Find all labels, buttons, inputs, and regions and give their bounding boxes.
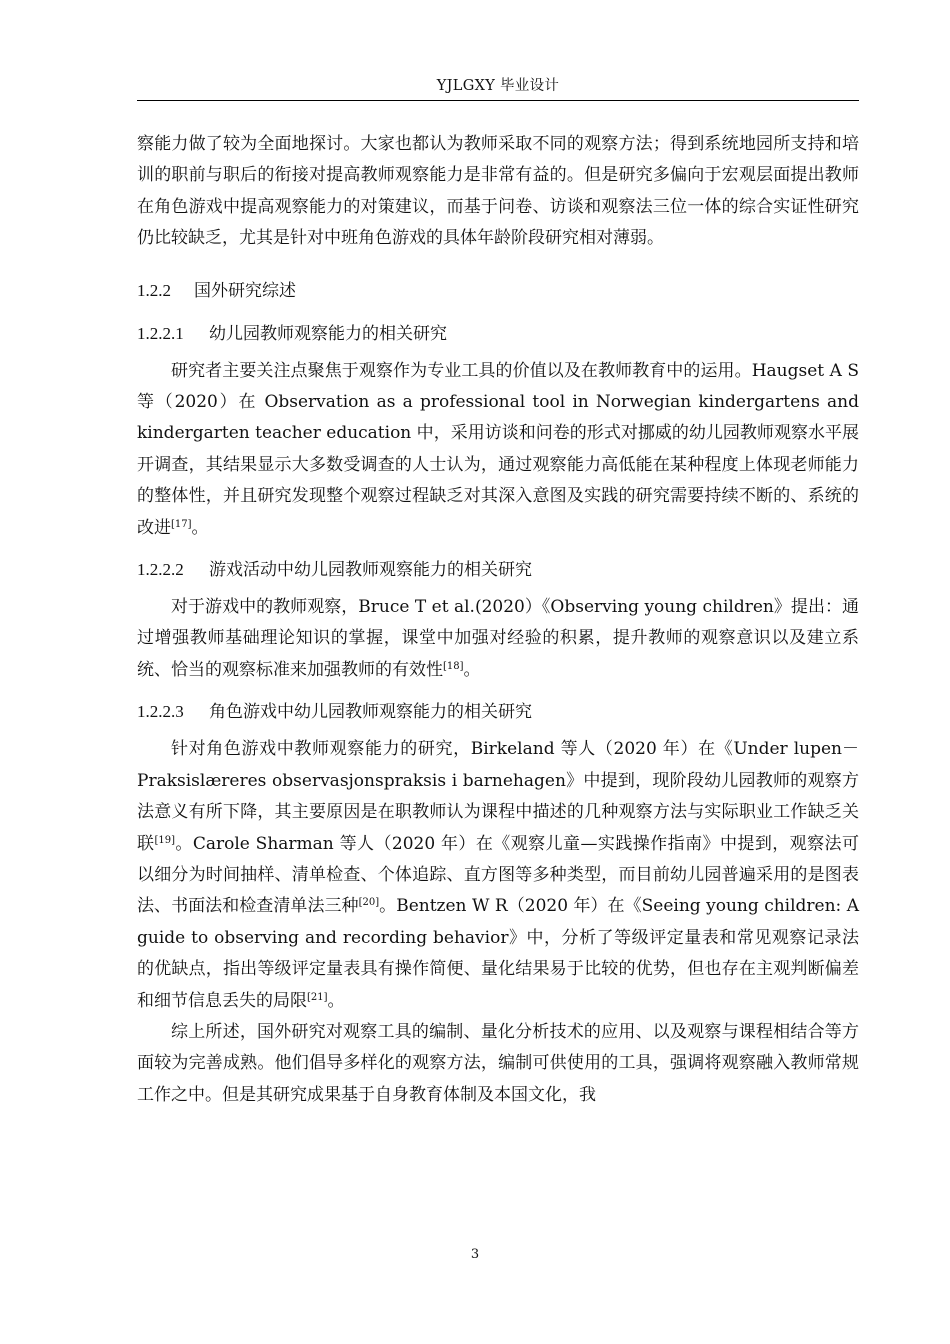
citation-marker: [17]	[171, 518, 192, 530]
citation-marker: [18]	[443, 660, 464, 672]
page-header: YJLGXY 毕业设计	[436, 78, 560, 94]
section-number: 1.2.2	[137, 280, 171, 300]
paragraph-1-2-2-1	[137, 356, 859, 544]
paragraph-text: 研究者主要关注点聚焦于观察作为专业工具的价值以及在教师教育中的运用。Haugset A S 等（2020）在 Observation as a professional tool in Norwegian kindergartens and kindergarten teacher education 中，采用访谈和问卷的形式对挪威的幼儿园教师观察水平展开调查，其结果显示大多数受调查的人士认为，通过观察能力高低能在某种程度上体现老师能力的整体性，并且研究发现整个观察过程缺乏对其深入意图及实践的研究需要持续不断的、系统的改进	[137, 360, 859, 538]
section-title: 游戏活动中幼儿园教师观察能力的相关研究	[209, 560, 532, 581]
intro-paragraph: 察能力做了较为全面地探讨。大家也都认为教师采取不同的观察方法；得到系统地园所支持和培训的职前与职后的衔接对提高教师观察能力是非常有益的。但是研究多偏向于宏观层面提出教师在角色游戏中提高观察能力的对策建议，而基于问卷、访谈和观察法三位一体的综合实证性研究仍比较缺乏，尤其是针对中班角色游戏的具体年龄阶段研究相对薄弱。	[137, 134, 859, 249]
paragraph-tail: 。	[191, 517, 209, 538]
paragraph-tail: 。	[463, 659, 481, 680]
section-number: 1.2.2.2	[137, 560, 184, 580]
section-heading-1-2-2-1	[137, 318, 859, 350]
paragraph-text-b: 。Carole Sharman 等人（2020 年）在《观察儿童—实践操作指南》中提到，观察法可以细分为时间抽样、清单检查、个体追踪、直方图等多种类型，而目前幼儿园普遍采用的是图表法、书面法和检查清单法三种	[137, 833, 859, 917]
section-heading-1-2-2-3	[137, 696, 859, 728]
citation-marker: [19]	[154, 834, 175, 846]
paragraph-1-2-2-2	[137, 592, 859, 686]
paragraph-text-a: 针对角色游戏中教师观察能力的研究，Birkeland 等人（2020 年）在《Under lupen－Praksislæreres observasjonspraksis i barnehagen》中提到，现阶段幼儿园教师的观察方法意义有所下降，其主要原因是在职教师认为课程中描述的几种观察方法与实际职业工作缺乏关联	[137, 739, 859, 854]
page-body	[137, 129, 859, 1111]
section-heading-1-2-2-2	[137, 554, 859, 586]
page-number: 3	[470, 1247, 480, 1262]
header-divider	[137, 100, 859, 101]
paragraph-tail: 。	[327, 990, 345, 1011]
summary-paragraph: 综上所述，国外研究对观察工具的编制、量化分析技术的应用、以及观察与课程相结合等方面较为完善成熟。他们倡导多样化的观察方法，编制可供使用的工具，强调将观察融入教师常规工作之中。但是其研究成果基于自身教育体制及本国文化，我	[137, 1021, 859, 1105]
paragraph-text: 对于游戏中的教师观察，Bruce T et al.(2020）《Observing young children》提出：通过增强教师基础理论知识的掌握，课堂中加强对经验的积累，提升教师的观察意识以及建立系统、恰当的观察标准来加强教师的有效性	[137, 597, 859, 680]
section-title: 幼儿园教师观察能力的相关研究	[209, 323, 447, 344]
section-title: 国外研究综述	[194, 280, 296, 301]
citation-marker: [20]	[358, 897, 380, 909]
section-number: 1.2.2.3	[137, 702, 184, 722]
section-number: 1.2.2.1	[137, 323, 184, 343]
citation-marker: [21]	[307, 991, 328, 1003]
paragraph-text-c: 。Bentzen W R（2020 年）在《Seeing young children: A guide to observing and recording behavior》中，分析了等级评定量表和常见观察记录法的优缺点，指出等级评定量表具有操作简便、量化结果易于比较的优势，但也存在主观判断偏差和细节信息丢失的局限	[137, 896, 860, 1011]
paragraph-1-2-2-3	[137, 734, 859, 1017]
section-heading-1-2-2	[137, 275, 859, 307]
section-title: 角色游戏中幼儿园教师观察能力的相关研究	[209, 702, 532, 723]
